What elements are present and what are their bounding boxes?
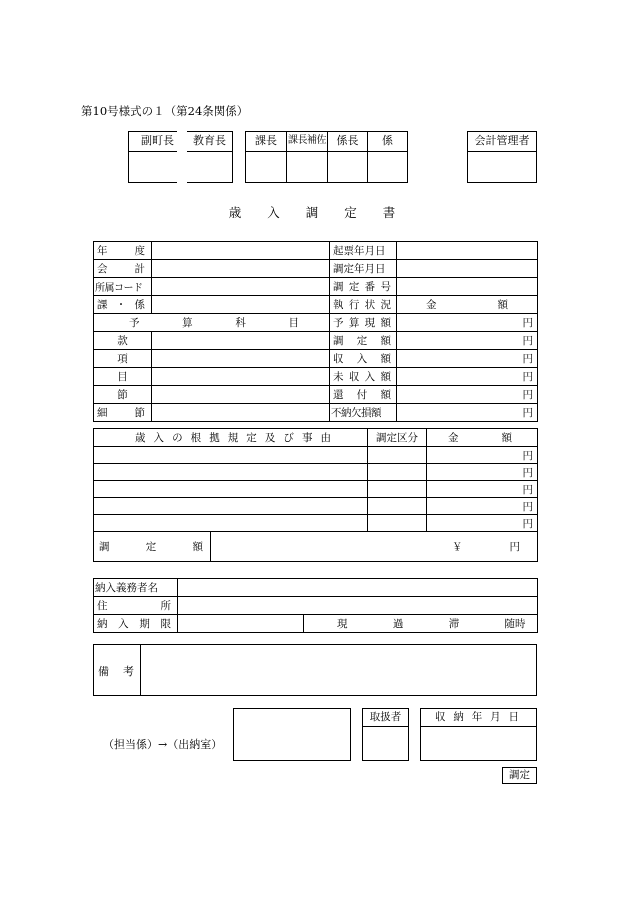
label-execution-status: 執行状況 bbox=[330, 296, 397, 314]
label-address: 住所 bbox=[94, 597, 178, 615]
approval-label: 課長 bbox=[246, 132, 286, 152]
main-table bbox=[93, 241, 538, 422]
approval-label: 副町長 bbox=[129, 132, 186, 152]
label-refund-amount: 還付額 bbox=[330, 386, 397, 404]
label-saisetsu: 細節 bbox=[94, 404, 152, 422]
approval-label: 係 bbox=[368, 132, 407, 152]
input-department-code[interactable] bbox=[152, 278, 330, 296]
approval-label: 会計管理者 bbox=[468, 132, 536, 152]
input-address[interactable] bbox=[178, 597, 538, 615]
label-draft-date: 起票年月日 bbox=[330, 242, 397, 260]
yen-received-amount[interactable]: 円 bbox=[397, 350, 538, 368]
label-payment-deadline: 納入期限 bbox=[94, 615, 178, 633]
status-anytime[interactable]: 随時 bbox=[504, 618, 526, 630]
label-section: 課・係 bbox=[94, 296, 152, 314]
total-yen: 円 bbox=[509, 541, 520, 553]
total-currency-symbol: ￥ bbox=[452, 541, 463, 553]
input-draft-date[interactable] bbox=[397, 242, 538, 260]
remarks-box bbox=[93, 644, 537, 696]
label-department-code: 所属コード bbox=[94, 278, 152, 296]
label-account: 会計 bbox=[94, 260, 152, 278]
handler-box[interactable] bbox=[362, 708, 409, 761]
approval-cell-superintendent[interactable] bbox=[187, 132, 232, 182]
label-kan: 款 bbox=[94, 332, 152, 350]
approval-box-department bbox=[245, 131, 408, 183]
approval-cell-unit-chief[interactable] bbox=[328, 132, 368, 182]
reason-table bbox=[93, 428, 538, 562]
yen-reason-amount[interactable]: 円 bbox=[427, 498, 538, 515]
input-category[interactable] bbox=[368, 498, 427, 515]
label-assessed-amount: 調定額 bbox=[330, 332, 397, 350]
receipt-date-box[interactable] bbox=[420, 708, 537, 761]
input-total-assessed[interactable] bbox=[211, 532, 538, 562]
approval-label: 教育長 bbox=[187, 132, 232, 152]
input-reason[interactable] bbox=[94, 464, 368, 481]
flow-text: （担当係）→（出納室） bbox=[103, 738, 223, 751]
header-reason: 歳入の根拠規定及び事由 bbox=[94, 429, 368, 447]
handoff-stamp-box[interactable] bbox=[233, 708, 351, 761]
status-overdue[interactable]: 過 bbox=[392, 618, 404, 630]
input-category[interactable] bbox=[368, 481, 427, 498]
label-total-assessed: 調定額 bbox=[94, 532, 211, 562]
form-number: 第10号様式の１（第24条関係） bbox=[81, 104, 249, 118]
assessment-stamp-label: 調定 bbox=[502, 767, 537, 784]
input-moku[interactable] bbox=[152, 368, 330, 386]
label-assessment-number: 調定番号 bbox=[330, 278, 397, 296]
input-reason[interactable] bbox=[94, 515, 368, 532]
yen-refund-amount[interactable]: 円 bbox=[397, 386, 538, 404]
label-uncollectible-amount: 不納欠損額 bbox=[330, 404, 397, 422]
input-fiscal-year[interactable] bbox=[152, 242, 330, 260]
remarks-divider bbox=[140, 645, 141, 695]
input-kan[interactable] bbox=[152, 332, 330, 350]
input-payment-deadline[interactable] bbox=[178, 615, 304, 633]
input-assessment-date[interactable] bbox=[397, 260, 538, 278]
yen-assessed-amount[interactable]: 円 bbox=[397, 332, 538, 350]
input-category[interactable] bbox=[368, 515, 427, 532]
approval-cell-assistant-chief[interactable] bbox=[287, 132, 328, 182]
input-assessment-number[interactable] bbox=[397, 278, 538, 296]
status-current[interactable]: 現 bbox=[337, 618, 348, 630]
approval-cell-staff[interactable] bbox=[368, 132, 407, 182]
label-moku: 目 bbox=[94, 368, 152, 386]
approval-label: 課長補佐 bbox=[287, 132, 327, 152]
label-received-amount: 収入額 bbox=[330, 350, 397, 368]
input-saisetsu[interactable] bbox=[152, 404, 330, 422]
remarks-label: 備考 bbox=[98, 665, 134, 678]
yen-reason-amount[interactable]: 円 bbox=[427, 464, 538, 481]
approval-label: 係長 bbox=[328, 132, 367, 152]
label-setsu: 節 bbox=[94, 386, 152, 404]
remarks-input[interactable] bbox=[142, 645, 536, 695]
label-kou: 項 bbox=[94, 350, 152, 368]
label-assessment-date: 調定年月日 bbox=[330, 260, 397, 278]
handler-label: 取扱者 bbox=[363, 709, 408, 727]
header-category: 調定区分 bbox=[368, 429, 427, 447]
yen-unreceived-amount[interactable]: 円 bbox=[397, 368, 538, 386]
header-amount: 金額 bbox=[397, 296, 538, 314]
yen-current-budget[interactable]: 円 bbox=[397, 314, 538, 332]
label-unreceived-amount: 未収入額 bbox=[330, 368, 397, 386]
approval-cell-section-chief[interactable] bbox=[246, 132, 287, 182]
receipt-date-label: 収納年月日 bbox=[421, 709, 536, 727]
approval-gap bbox=[177, 130, 187, 184]
payer-table bbox=[93, 578, 538, 633]
input-kou[interactable] bbox=[152, 350, 330, 368]
input-category[interactable] bbox=[368, 464, 427, 481]
deadline-status-options[interactable] bbox=[304, 615, 538, 633]
status-delinquent[interactable]: 滞 bbox=[448, 618, 460, 630]
label-current-budget: 予算現額 bbox=[330, 314, 397, 332]
yen-reason-amount[interactable]: 円 bbox=[427, 515, 538, 532]
label-fiscal-year: 年度 bbox=[94, 242, 152, 260]
document-title: 歳入調定書 bbox=[228, 205, 422, 220]
header-budget-item: 予算科目 bbox=[94, 314, 330, 332]
input-section[interactable] bbox=[152, 296, 330, 314]
yen-reason-amount[interactable]: 円 bbox=[427, 481, 538, 498]
input-category[interactable] bbox=[368, 447, 427, 464]
input-payer-name[interactable] bbox=[178, 579, 538, 597]
input-account[interactable] bbox=[152, 260, 330, 278]
input-setsu[interactable] bbox=[152, 386, 330, 404]
yen-reason-amount[interactable]: 円 bbox=[427, 447, 538, 464]
input-reason[interactable] bbox=[94, 481, 368, 498]
input-reason[interactable] bbox=[94, 447, 368, 464]
label-payer-name: 納入義務者名 bbox=[94, 579, 178, 597]
yen-uncollectible-amount[interactable]: 円 bbox=[397, 404, 538, 422]
input-reason[interactable] bbox=[94, 498, 368, 515]
header-reason-amount: 金額 bbox=[427, 429, 538, 447]
approval-box-accounting[interactable] bbox=[467, 131, 537, 183]
